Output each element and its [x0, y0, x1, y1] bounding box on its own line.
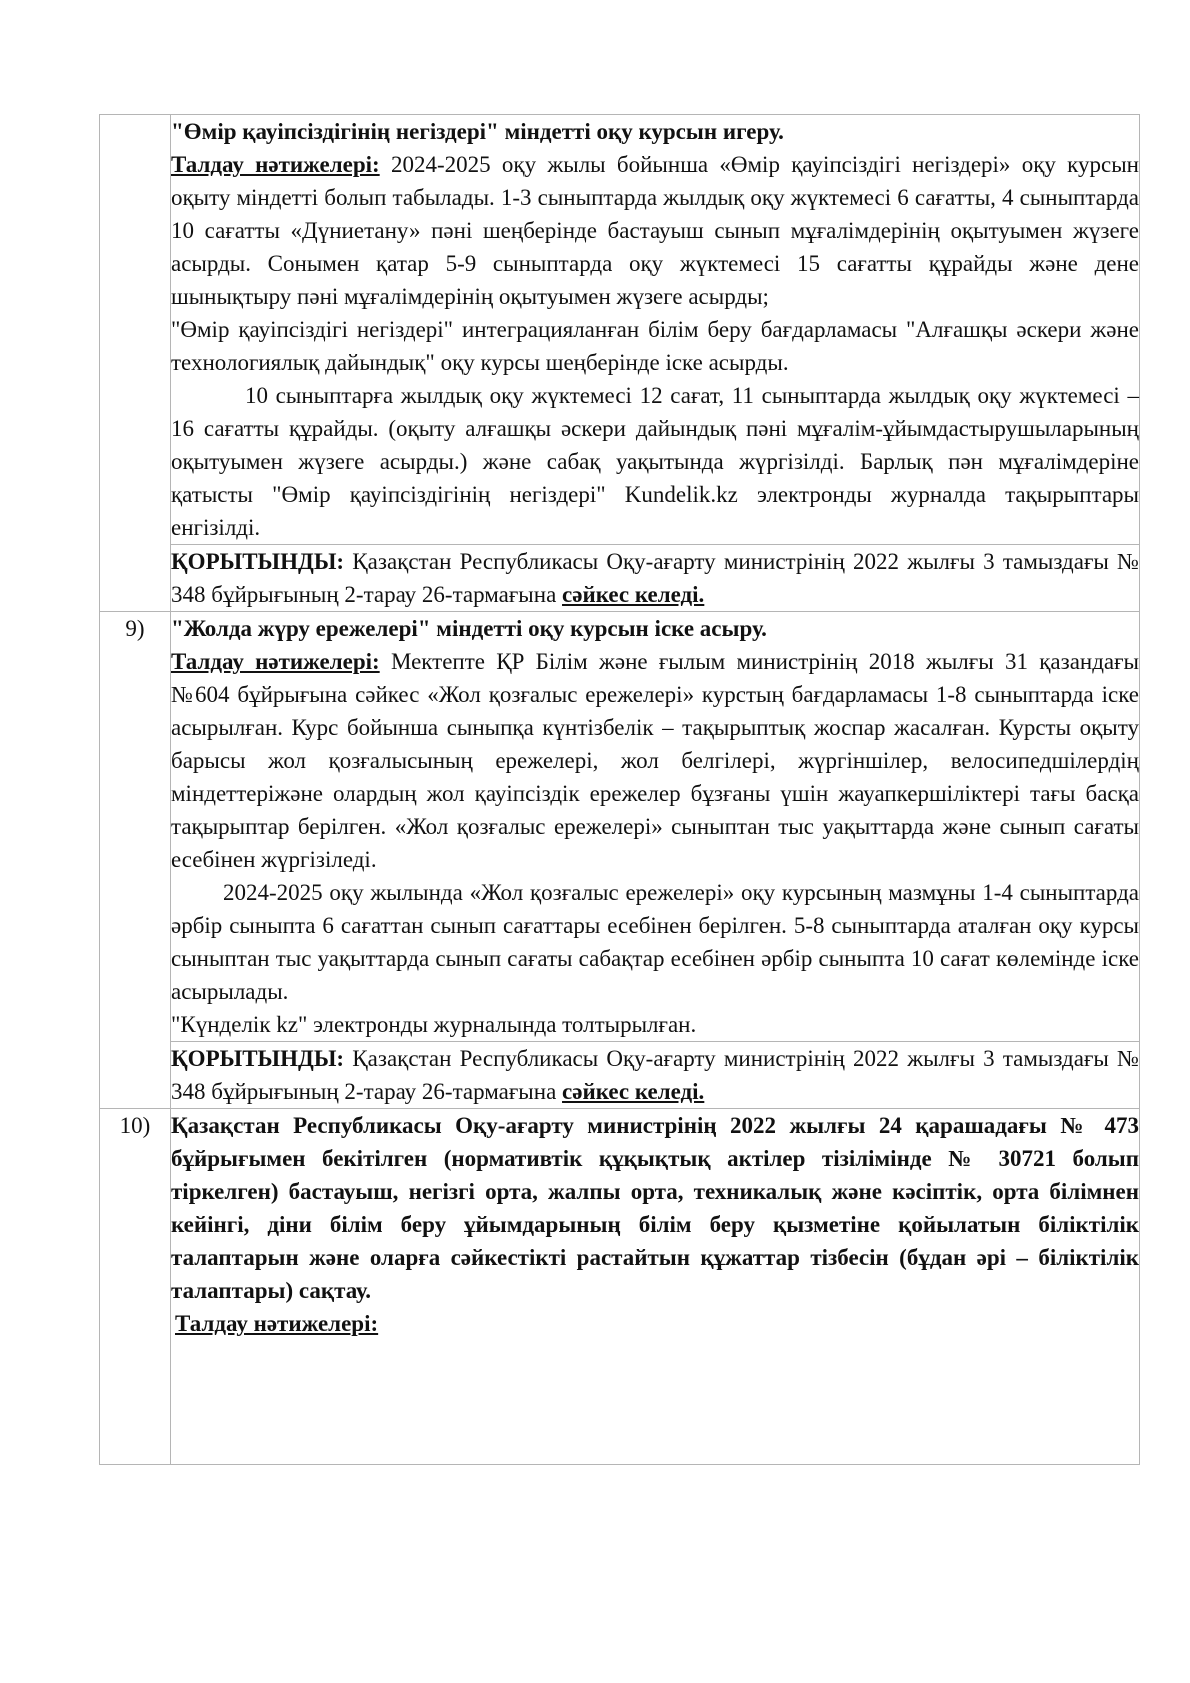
body-paragraph: 2024-2025 оқу жылында «Жол қозғалыс ережелері» оқу курсының мазмұны 1-4 сыныптарда әрбір сыныпта 6 сағаттан сынып сағаттары есебінен берілген. 5-8 сыныптарда аталған оқу курсы сыныптан тыс уақыттарда сынып сағаты сабақтар есебінен әрбір сыныпта 10 сағат көлемінде іске асырылады.: [171, 880, 1139, 1004]
analysis-paragraph: [171, 148, 1139, 313]
conclusion-label: ҚОРЫТЫНДЫ:: [171, 549, 345, 574]
table-row: [100, 612, 1140, 1042]
section-title: "Өмір қауіпсіздігінің негіздері" міндетті оқу курсын игеру.: [171, 119, 784, 144]
row-number: 9): [125, 616, 145, 641]
row-content-cell: [171, 612, 1140, 1042]
conclusion-label: ҚОРЫТЫНДЫ:: [171, 1046, 345, 1071]
table-row: [100, 1109, 1140, 1465]
analysis-label: Талдау нәтижелері:: [175, 1311, 379, 1336]
conclusion-text: Қазақстан Республикасы Оқу-ағарту министрінің 2022 жылғы 3 тамыздағы № 348 бұйрығының 2-тарау 26-тармағына: [171, 549, 1139, 607]
conclusion-result: сәйкес келеді.: [562, 582, 705, 607]
conclusion-cell: [171, 1042, 1140, 1109]
analysis-paragraph: [171, 645, 1139, 876]
analysis-text: 2024-2025 оқу жылы бойынша «Өмір қауіпсіздігі негіздері» оқу курсын оқыту міндетті болып табылады. 1-3 сыныптарда жылдық оқу жүктемесі 6 сағатты, 4 сыныптарда 10 сағатты «Дүниетану» пәні шеңберінде бастауыш сынып мұғалімдерінің оқытуымен жүзеге асырды. Сонымен қатар 5-9 сыныптарда оқу жүктемесі 15 сағатты құрайды және дене шынықтыру пәні мұғалімдерінің оқытуымен жүзеге асырды;: [171, 152, 1139, 309]
conclusion-paragraph: [171, 545, 1139, 611]
analysis-text: Мектепте ҚР Білім және ғылым министрінің 2018 жылғы 31 қазандағы №604 бұйрығына сәйкес «Жол қозғалыс ережелері» курстың бағдарламасы 1-8 сыныптарда іске асырылған. Курс бойынша сыныпқа күнтізбелік – тақырыптық жоспар жасалған. Курсты оқыту барысы жол қозғалысының ережелері, жол белгілері, жүргіншілер, велосипедшілердің міндеттеріжәне олардың жол қауіпсіздік ережелер бұзғаны үшін жауапкершіліктері тағы басқа тақырыптар берілген. «Жол қозғалыс ережелері» сыныптан тыс уақыттарда және сынып сағаты есебінен жүргізіледі.: [171, 649, 1140, 872]
row-content-cell: [171, 115, 1140, 545]
body-paragraph: "Өмір қауіпсіздігі негіздері" интеграцияланған білім беру бағдарламасы "Алғашқы әскери және технологиялық дайындық" оқу курсы шеңберінде іске асырды.: [171, 317, 1139, 375]
table-row: [100, 1042, 1140, 1109]
section-title: Қазақстан Республикасы Оқу-ағарту министрінің 2022 жылғы 24 қарашадағы № 473 бұйрығымен бекітілген (нормативтік құқықтық актілер тізілімінде № 30721 болып тіркелген) бастауыш, негізгі орта, жалпы орта, техникалық және кәсіптік, орта білімнен кейінгі, діни білім беру ұйымдарының білім беру қызметіне қойылатын біліктілік талаптарын және оларға сәйкестікті растайтын құжаттар тізбесін (бұдан әрі – біліктілік талаптары) сақтау.: [171, 1113, 1139, 1303]
conclusion-text: Қазақстан Республикасы Оқу-ағарту министрінің 2022 жылғы 3 тамыздағы № 348 бұйрығының 2-тарау 26-тармағына: [171, 1046, 1139, 1104]
analysis-paragraph: [171, 1307, 1139, 1340]
document-table: [99, 114, 1140, 1465]
conclusion-result: сәйкес келеді.: [562, 1079, 705, 1104]
row-content-cell: [171, 1109, 1140, 1465]
row-number-cell: [100, 115, 171, 612]
row-number-cell: [100, 1109, 171, 1465]
row-number-cell: [100, 612, 171, 1109]
analysis-label: Талдау нәтижелері:: [171, 152, 380, 177]
conclusion-paragraph: [171, 1042, 1139, 1108]
conclusion-cell: [171, 545, 1140, 612]
row-number: 10): [119, 1113, 151, 1138]
analysis-label: Талдау нәтижелері:: [171, 649, 380, 674]
table-row: [100, 115, 1140, 545]
table-row: [100, 545, 1140, 612]
body-paragraph: "Күнделік kz" электронды журналында толтырылған.: [171, 1012, 697, 1037]
body-paragraph: 10 сыныптарға жылдық оқу жүктемесі 12 сағат, 11 сыныптарда жылдық оқу жүктемесі – 16 сағатты құрайды. (оқыту алғашқы әскери дайындық пәні мұғалім-ұйымдастырушыларының оқытуымен жүзеге асырды.) және сабақ уақытында жүргізілді. Барлық пән мұғалімдеріне қатысты "Өмір қауіпсіздігінің негіздері" Kundelik.kz электронды журналда тақырыптары енгізілді.: [171, 383, 1139, 540]
section-title: "Жолда жүру ережелері" міндетті оқу курсын іске асыру.: [171, 616, 767, 641]
